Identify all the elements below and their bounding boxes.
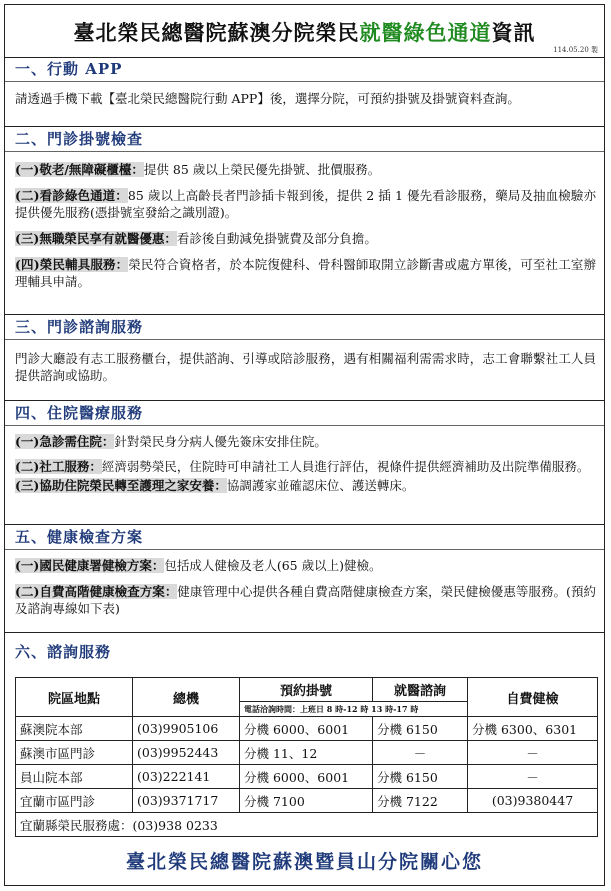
section-heading: 二、門診掛號檢查 bbox=[5, 127, 604, 152]
table-row: 員山院本部 (03)222141 分機 6000、6001 分機 6150 － bbox=[16, 765, 598, 789]
section-app bbox=[5, 57, 604, 127]
section-outpatient bbox=[5, 127, 604, 315]
table-header-row bbox=[16, 678, 598, 702]
col-selfpay: 自費健檢 bbox=[468, 678, 598, 717]
section-text: 門診大廳設有志工服務櫃台，提供諮詢、引導或陪診服務，遇有相關福利需需求時，志工會聯繫社工人員提供諮詢或協助。 bbox=[15, 351, 596, 383]
green-channel-text: 就醫綠色通道 bbox=[359, 20, 492, 45]
list-item: (三)協助住院榮民轉至護理之家安養：協調護家並確認床位、護送轉床。 bbox=[15, 478, 415, 493]
item-label: (一)國民健康署健檢方案： bbox=[15, 558, 165, 573]
section-contact bbox=[5, 633, 604, 669]
page-title: 臺北榮民總醫院蘇澳分院榮民就醫綠色通道資訊 bbox=[73, 20, 536, 45]
table-row: 蘇澳院本部 (03)9905106 分機 6000、6001 分機 6150 分機 6300、6301 bbox=[16, 717, 598, 741]
section-heading: 一、行動 APP bbox=[5, 57, 604, 82]
list-item: (一)敬老/無障礙櫃檯：提供 85 歲以上榮民優先掛號、批價服務。 bbox=[15, 162, 381, 177]
item-label: (二)看診綠色通道： bbox=[15, 188, 128, 203]
item-label: (二)自費高階健康檢查方案： bbox=[15, 584, 178, 599]
col-site: 院區地點 bbox=[16, 678, 133, 717]
item-label: (一)急診需住院： bbox=[15, 434, 115, 449]
item-label: (一)敬老/無障礙櫃檯： bbox=[15, 162, 144, 177]
item-label: (四)榮民輔具服務： bbox=[15, 257, 129, 272]
issue-date: 114.05.20 製 bbox=[553, 46, 598, 54]
list-item: (四)榮民輔具服務：榮民符合資格者，於本院復健科、骨科醫師取開立診斷書或處方單後，可至社工室辦理輔具申請。 bbox=[15, 257, 596, 289]
list-item: (二)看診綠色通道：85 歲以上高齡長者門診插卡報到後，提供 2 插 1 優先看診服務，藥局及抽血檢驗亦提供優先服務(憑掛號室發給之識別證)。 bbox=[15, 188, 596, 220]
table-row: 蘇澳市區門診 (03)9952443 分機 11、12 － － bbox=[16, 741, 598, 765]
phone-hours-note: 電話洽詢時間：上班日 8 時-12 時 13 時-17 時 bbox=[240, 702, 468, 717]
col-consult: 就醫諮詢 bbox=[373, 678, 468, 702]
col-appt: 預約掛號 bbox=[240, 678, 373, 702]
section-heading: 三、門診諮詢服務 bbox=[5, 315, 604, 340]
item-label: (三)協助住院榮民轉至護理之家安養： bbox=[15, 478, 227, 493]
list-item: (二)自費高階健康檢查方案：健康管理中心提供各種自費高階健康檢查方案，榮民健檢優惠等服務。(預約及諮詢專線如下表) bbox=[15, 584, 596, 616]
table-row: 宜蘭市區門診 (03)9371717 分機 7100 分機 7122 (03)9380447 bbox=[16, 789, 598, 813]
section-consult bbox=[5, 315, 604, 401]
item-label: (二)社工服務： bbox=[15, 459, 102, 474]
notice-page bbox=[4, 4, 605, 886]
section-heading: 六、諮詢服務 bbox=[15, 643, 112, 661]
item-label: (三)無職榮民享有就醫優惠： bbox=[15, 231, 177, 246]
section-text: 請透過手機下載【臺北榮民總醫院行動 APP】後，選擇分院，可預約掛號及掛號資料查詢。 bbox=[15, 91, 520, 106]
footer-slogan: 臺北榮民總醫院蘇澳暨員山分院關心您 bbox=[125, 851, 483, 873]
list-item: (二)社工服務：經濟弱勢榮民，住院時可申請社工人員進行評估，視條件提供經濟補助及出院準備服務。 bbox=[15, 459, 590, 474]
table-row bbox=[16, 813, 598, 837]
list-item: (一)急診需住院：針對榮民身分病人優先簽床安排住院。 bbox=[15, 434, 327, 449]
title-row bbox=[5, 5, 604, 58]
contact-table bbox=[15, 677, 598, 837]
col-main: 總機 bbox=[133, 678, 240, 717]
list-item: (三)無職榮民享有就醫優惠：看診後自動減免掛號費及部分負擔。 bbox=[15, 231, 377, 246]
list-item: (一)國民健康署健檢方案：包括成人健檢及老人(65 歲以上)健檢。 bbox=[15, 558, 382, 573]
section-health-check bbox=[5, 525, 604, 633]
section-heading: 五、健康檢查方案 bbox=[5, 525, 604, 550]
veterans-service-office: 宜蘭縣榮民服務處：(03)938 0233 bbox=[16, 813, 598, 837]
section-heading: 四、住院醫療服務 bbox=[5, 401, 604, 426]
section-inpatient bbox=[5, 401, 604, 525]
